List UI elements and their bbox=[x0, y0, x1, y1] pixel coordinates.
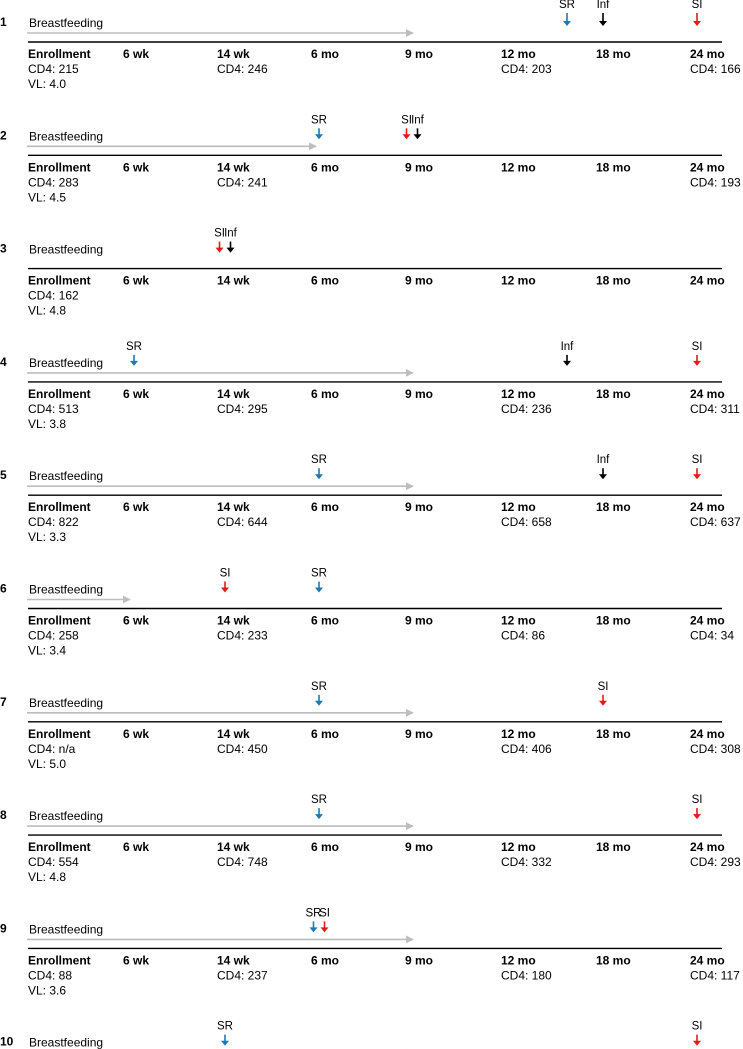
viral-load-value: VL: 4.8 bbox=[28, 870, 67, 885]
timepoint-label: 18 mo bbox=[596, 613, 631, 628]
event-label: SI bbox=[691, 1020, 703, 1033]
timepoint-label: 9 mo bbox=[405, 47, 434, 61]
viral-load-value: VL: 3.4 bbox=[28, 643, 67, 658]
down-arrow-icon bbox=[221, 588, 229, 593]
event-label: SI bbox=[219, 567, 231, 580]
event-label: SR bbox=[311, 680, 327, 693]
cd4-value: CD4: 117 bbox=[690, 968, 740, 983]
down-arrow-icon bbox=[221, 1041, 229, 1046]
event-label: SR bbox=[311, 567, 327, 580]
cd4-value: CD4: 162 bbox=[28, 288, 79, 303]
down-arrow-icon bbox=[599, 474, 607, 479]
down-arrow-icon bbox=[216, 248, 224, 253]
down-arrow-icon bbox=[599, 21, 607, 26]
cd4-value: CD4: 166 bbox=[690, 62, 741, 76]
timepoint-label: 9 mo bbox=[405, 613, 434, 628]
participant-row-3 bbox=[0, 228, 725, 318]
timepoint-label: 6 mo bbox=[311, 160, 340, 175]
timepoint-label: 6 mo bbox=[311, 386, 340, 401]
timepoint-label: 6 mo bbox=[311, 953, 340, 968]
timepoint-label: 9 mo bbox=[405, 160, 434, 175]
cd4-value: CD4: 215 bbox=[28, 62, 79, 76]
timepoint-label: 14 wk bbox=[217, 47, 250, 61]
participant-number: 3 bbox=[0, 241, 7, 256]
timepoint-label: 14 wk bbox=[217, 500, 250, 515]
cd4-value: CD4: 554 bbox=[28, 855, 79, 870]
down-arrow-icon bbox=[693, 21, 701, 26]
timepoint-label: 9 mo bbox=[405, 386, 434, 401]
timepoint-label: 6 wk bbox=[123, 500, 150, 515]
participant-number: 10 bbox=[0, 1034, 14, 1049]
timepoint-label: 14 wk bbox=[217, 386, 250, 401]
timepoint-label: 12 mo bbox=[501, 840, 536, 855]
timepoint-label: 6 wk bbox=[123, 273, 150, 288]
timepoint-label: 14 wk bbox=[217, 726, 250, 741]
event-inf-marker bbox=[411, 114, 425, 139]
event-label: Inf bbox=[596, 454, 610, 467]
down-arrow-icon bbox=[315, 134, 323, 139]
timepoint-label: 18 mo bbox=[596, 47, 631, 61]
breastfeeding-label: Breastfeeding bbox=[29, 922, 104, 937]
timepoint-label: 18 mo bbox=[596, 500, 631, 515]
down-arrow-icon bbox=[563, 361, 571, 366]
participant-row-10 bbox=[0, 1021, 741, 1049]
timepoint-label: 24 mo bbox=[690, 386, 725, 401]
cd4-value: CD4: 180 bbox=[501, 968, 552, 983]
timepoint-label: 6 mo bbox=[311, 273, 340, 288]
timepoint-label: 14 wk bbox=[217, 840, 250, 855]
participant-row-9 bbox=[0, 907, 740, 997]
participant-row-1 bbox=[0, 0, 741, 91]
timepoint-label: Enrollment bbox=[28, 160, 91, 175]
event-sr-marker bbox=[311, 794, 327, 819]
timepoint-label: Enrollment bbox=[28, 726, 91, 741]
event-si-marker bbox=[319, 907, 330, 932]
breastfeeding-label: Breastfeeding bbox=[29, 16, 104, 30]
event-label: SI bbox=[401, 114, 412, 127]
event-label: Inf bbox=[560, 340, 574, 353]
down-arrow-icon bbox=[310, 927, 318, 932]
timepoint-label: 6 mo bbox=[311, 500, 340, 515]
timepoint-label: 6 wk bbox=[123, 386, 150, 401]
participant-row-4 bbox=[0, 341, 740, 431]
event-label: SI bbox=[691, 340, 703, 353]
down-arrow-icon bbox=[315, 474, 323, 479]
cd4-value: CD4: 246 bbox=[217, 62, 268, 76]
timepoint-label: 6 mo bbox=[311, 840, 340, 855]
down-arrow-icon bbox=[693, 814, 701, 819]
cd4-value: CD4: 283 bbox=[28, 175, 79, 190]
event-si-marker bbox=[220, 568, 231, 593]
cd4-value: CD4: 308 bbox=[690, 741, 741, 756]
participant-row-7 bbox=[0, 681, 741, 771]
event-sr-marker bbox=[311, 568, 327, 593]
event-label: SR bbox=[311, 794, 327, 807]
timepoint-label: 14 wk bbox=[217, 613, 250, 628]
timepoint-label: Enrollment bbox=[28, 840, 91, 855]
down-arrow-icon bbox=[563, 21, 571, 26]
timepoint-label: 6 wk bbox=[123, 953, 150, 968]
cd4-value: CD4: 644 bbox=[217, 515, 268, 530]
event-sr-marker bbox=[559, 0, 575, 26]
timepoint-label: 24 mo bbox=[690, 726, 725, 741]
timepoint-label: 24 mo bbox=[690, 840, 725, 855]
event-label: Inf bbox=[224, 227, 237, 240]
cd4-value: CD4: 233 bbox=[217, 628, 268, 643]
event-label: SR bbox=[305, 907, 322, 920]
down-arrow-icon bbox=[130, 361, 138, 366]
viral-load-value: VL: 3.6 bbox=[28, 983, 67, 998]
viral-load-value: VL: 3.8 bbox=[28, 416, 67, 431]
down-arrow-icon bbox=[321, 927, 329, 932]
timepoint-label: 18 mo bbox=[596, 386, 631, 401]
cd4-value: CD4: 406 bbox=[501, 741, 552, 756]
timepoint-label: Enrollment bbox=[28, 613, 91, 628]
timepoint-label: Enrollment bbox=[28, 273, 91, 288]
cd4-value: CD4: 258 bbox=[28, 628, 79, 643]
event-sr-marker bbox=[311, 454, 327, 479]
participant-number: 5 bbox=[0, 468, 7, 483]
timepoint-label: 12 mo bbox=[501, 953, 536, 968]
participant-row-2 bbox=[0, 114, 741, 204]
viral-load-value: VL: 4.5 bbox=[28, 190, 67, 205]
timepoint-label: 6 mo bbox=[311, 47, 340, 61]
timepoint-label: 14 wk bbox=[217, 953, 250, 968]
cd4-value: CD4: 34 bbox=[690, 628, 735, 643]
event-label: SI bbox=[319, 907, 330, 920]
cd4-value: CD4: n/a bbox=[28, 741, 76, 756]
timepoint-label: 6 wk bbox=[123, 726, 150, 741]
breastfeeding-label: Breastfeeding bbox=[29, 695, 104, 710]
viral-load-value: VL: 5.0 bbox=[28, 756, 67, 771]
participant-number: 4 bbox=[0, 354, 7, 369]
event-sr-marker bbox=[311, 681, 327, 706]
timepoint-label: 6 wk bbox=[123, 613, 150, 628]
cd4-value: CD4: 513 bbox=[28, 401, 79, 416]
event-label: SR bbox=[311, 114, 327, 127]
timepoint-label: 24 mo bbox=[690, 953, 725, 968]
timepoint-label: Enrollment bbox=[28, 500, 91, 515]
cd4-value: CD4: 203 bbox=[501, 62, 552, 76]
participant-number: 2 bbox=[0, 128, 7, 143]
timepoint-label: 6 wk bbox=[123, 840, 150, 855]
timepoint-label: 12 mo bbox=[501, 47, 536, 61]
event-sr-marker bbox=[217, 1021, 233, 1046]
cd4-value: CD4: 332 bbox=[501, 855, 552, 870]
participant-number: 9 bbox=[0, 921, 7, 936]
participant-number: 1 bbox=[0, 15, 7, 29]
participant-number: 7 bbox=[0, 694, 7, 709]
timepoint-label: 9 mo bbox=[405, 726, 434, 741]
timepoint-label: 18 mo bbox=[596, 953, 631, 968]
timepoint-label: 18 mo bbox=[596, 726, 631, 741]
timepoint-label: 6 wk bbox=[123, 47, 150, 61]
cd4-value: CD4: 450 bbox=[217, 741, 268, 756]
event-si-marker bbox=[692, 1021, 703, 1046]
breastfeeding-label: Breastfeeding bbox=[29, 242, 104, 257]
timepoint-label: 12 mo bbox=[501, 386, 536, 401]
participant-row-8 bbox=[0, 794, 741, 884]
timepoint-label: 24 mo bbox=[690, 613, 725, 628]
down-arrow-icon bbox=[315, 814, 323, 819]
down-arrow-icon bbox=[315, 588, 323, 593]
down-arrow-icon bbox=[693, 1041, 701, 1046]
event-si-marker bbox=[598, 681, 609, 706]
down-arrow-icon bbox=[403, 134, 411, 139]
timepoint-label: Enrollment bbox=[28, 47, 91, 61]
cd4-value: CD4: 822 bbox=[28, 515, 79, 530]
event-inf-marker bbox=[597, 0, 611, 26]
timepoint-label: 24 mo bbox=[690, 47, 725, 61]
event-label: SR bbox=[126, 340, 142, 353]
timepoint-label: 12 mo bbox=[501, 273, 536, 288]
timepoint-label: 12 mo bbox=[501, 160, 536, 175]
event-inf-marker bbox=[224, 228, 238, 253]
event-sr-marker bbox=[126, 341, 142, 366]
breastfeeding-label: Breastfeeding bbox=[29, 582, 104, 597]
timepoint-label: 24 mo bbox=[690, 273, 725, 288]
timepoint-label: 6 mo bbox=[311, 613, 340, 628]
timepoint-label: 9 mo bbox=[405, 273, 434, 288]
cd4-value: CD4: 237 bbox=[217, 968, 268, 983]
event-label: SR bbox=[311, 454, 327, 467]
event-sr-marker bbox=[311, 114, 327, 139]
down-arrow-icon bbox=[315, 701, 323, 706]
event-inf-marker bbox=[561, 341, 575, 366]
event-label: SI bbox=[691, 0, 703, 11]
event-si-marker bbox=[692, 0, 703, 26]
timepoint-label: 18 mo bbox=[596, 160, 631, 175]
down-arrow-icon bbox=[599, 701, 607, 706]
event-label: SI bbox=[691, 794, 703, 807]
timepoint-label: 12 mo bbox=[501, 613, 536, 628]
breastfeeding-label: Breastfeeding bbox=[29, 1035, 104, 1049]
participant-row-5 bbox=[0, 454, 741, 544]
timepoint-label: 18 mo bbox=[596, 273, 631, 288]
timepoint-label: Enrollment bbox=[28, 953, 91, 968]
down-arrow-icon bbox=[227, 248, 235, 253]
participant-number: 6 bbox=[0, 581, 7, 596]
event-label: SI bbox=[691, 454, 703, 467]
event-si-marker bbox=[692, 794, 703, 819]
cd4-value: CD4: 236 bbox=[501, 401, 552, 416]
down-arrow-icon bbox=[414, 134, 422, 139]
event-inf-marker bbox=[597, 454, 611, 479]
cd4-value: CD4: 311 bbox=[690, 401, 740, 416]
timepoint-label: 9 mo bbox=[405, 840, 434, 855]
timepoint-label: 6 mo bbox=[311, 726, 340, 741]
timepoint-label: 9 mo bbox=[405, 953, 434, 968]
cd4-value: CD4: 295 bbox=[217, 401, 268, 416]
viral-load-value: VL: 4.0 bbox=[28, 77, 67, 91]
timepoint-label: 14 wk bbox=[217, 273, 250, 288]
cd4-value: CD4: 748 bbox=[217, 855, 268, 870]
cd4-value: CD4: 193 bbox=[690, 175, 741, 190]
event-label: Inf bbox=[596, 0, 610, 11]
event-si-marker bbox=[692, 341, 703, 366]
event-label: SI bbox=[597, 680, 609, 693]
cd4-value: CD4: 293 bbox=[690, 855, 741, 870]
event-label: SI bbox=[214, 227, 225, 240]
participant-row-6 bbox=[0, 568, 734, 658]
viral-load-value: VL: 3.3 bbox=[28, 530, 67, 545]
down-arrow-icon bbox=[693, 474, 701, 479]
timepoint-label: Enrollment bbox=[28, 386, 91, 401]
cd4-value: CD4: 658 bbox=[501, 515, 552, 530]
cd4-value: CD4: 241 bbox=[217, 175, 268, 190]
timepoint-label: 14 wk bbox=[217, 160, 250, 175]
cd4-value: CD4: 88 bbox=[28, 968, 73, 983]
participant-number: 8 bbox=[0, 808, 7, 823]
timepoint-label: 12 mo bbox=[501, 500, 536, 515]
timepoint-label: 12 mo bbox=[501, 726, 536, 741]
breastfeeding-label: Breastfeeding bbox=[29, 129, 104, 144]
down-arrow-icon bbox=[693, 361, 701, 366]
breastfeeding-label: Breastfeeding bbox=[29, 469, 104, 484]
breastfeeding-label: Breastfeeding bbox=[29, 809, 104, 824]
timepoint-label: 6 wk bbox=[123, 160, 150, 175]
breastfeeding-label: Breastfeeding bbox=[29, 355, 104, 370]
timepoint-label: 9 mo bbox=[405, 500, 434, 515]
timepoint-label: 24 mo bbox=[690, 500, 725, 515]
event-label: Inf bbox=[411, 114, 424, 127]
timepoint-label: 24 mo bbox=[690, 160, 725, 175]
event-si-marker bbox=[692, 454, 703, 479]
event-label: SR bbox=[217, 1020, 233, 1033]
event-label: SR bbox=[559, 0, 575, 11]
viral-load-value: VL: 4.8 bbox=[28, 303, 67, 318]
timepoint-label: 18 mo bbox=[596, 840, 631, 855]
cd4-value: CD4: 86 bbox=[501, 628, 546, 643]
cd4-value: CD4: 637 bbox=[690, 515, 741, 530]
